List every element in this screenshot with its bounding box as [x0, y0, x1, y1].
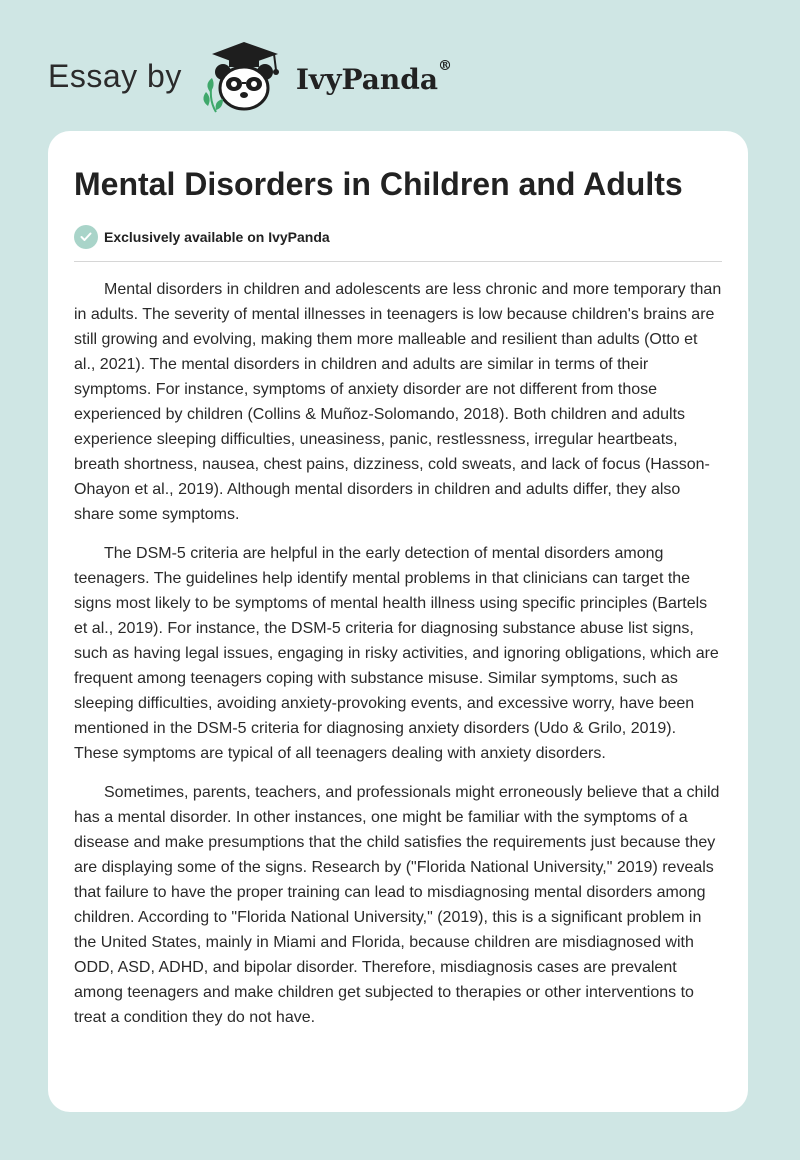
brand-text: IvyPanda [295, 62, 438, 96]
exclusive-badge [74, 225, 722, 249]
essay-paragraph: The DSM-5 criteria are helpful in the early detection of mental disorders among teenagers. The guidelines help identify mental problems in that clinicians can target the signs most likely to be symptoms of mental health illness using specific principles (Bartels et al., 2019). For instance, the DSM-5 criteria for diagnosing substance abuse list signs, such as having legal issues, engaging in risky activities, and ignoring obligations, which are frequent among teenagers coping with substance misuse. Similar symptoms, such as sleeping difficulties, avoiding anxiety-provoking events, and excessive worry, have been mentioned in the DSM-5 criteria for diagnosing anxiety disorders (Udo & Grilo, 2019). These symptoms are typical of all teenagers dealing with anxiety disorders. [74, 545, 719, 762]
essay-by-label: Essay by [48, 57, 182, 94]
brand-name[interactable] [295, 58, 452, 96]
essay-paragraph: Sometimes, parents, teachers, and professionals might erroneously believe that a child has a mental disorder. In other instances, one might be familiar with the symptoms of a disease and make presumptions that the child satisfies the requirements just because they are displaying some of the signs. Research by ("Florida National University," 2019) reveals that failure to have the proper training can lead to misdiagnosing mental disorders among children. According to "Florida National University," (2019), this is a significant problem in the United States, mainly in Miami and Florida, because children are misdiagnosed with ODD, ASD, ADHD, and bipolar disorder. Therefore, misdiagnosis cases are prevalent among teenagers and make children get subjected to therapies or other interventions to treat a condition they do not have. [74, 784, 720, 1026]
check-icon [74, 225, 98, 249]
site-header [48, 36, 452, 116]
divider [74, 261, 722, 262]
exclusive-label: Exclusively available on IvyPanda [104, 229, 330, 245]
panda-graduate-icon[interactable] [196, 36, 292, 116]
essay-title: Mental Disorders in Children and Adults [74, 166, 683, 202]
registered-mark: ® [438, 58, 452, 75]
essay-paragraph: Mental disorders in children and adolescents are less chronic and more temporary than in adults. The severity of mental illnesses in teenagers is low because children's brains are still growing and evolving, making them more malleable and resilient than adults (Otto et al., 2021). The mental disorders in children and adults are similar in terms of their symptoms. For instance, symptoms of anxiety disorder are not different from those experienced by children (Collins & Muñoz-Solomando, 2018). Both children and adults experience sleeping difficulties, uneasiness, panic, restlessness, irregular heartbeats, breath shortness, nausea, chest pains, dizziness, cold sweats, and lack of focus (Hasson-Ohayon et al., 2019). Although mental disorders in children and adults differ, they also share some symptoms. [74, 281, 722, 523]
essay-card [48, 131, 748, 1112]
